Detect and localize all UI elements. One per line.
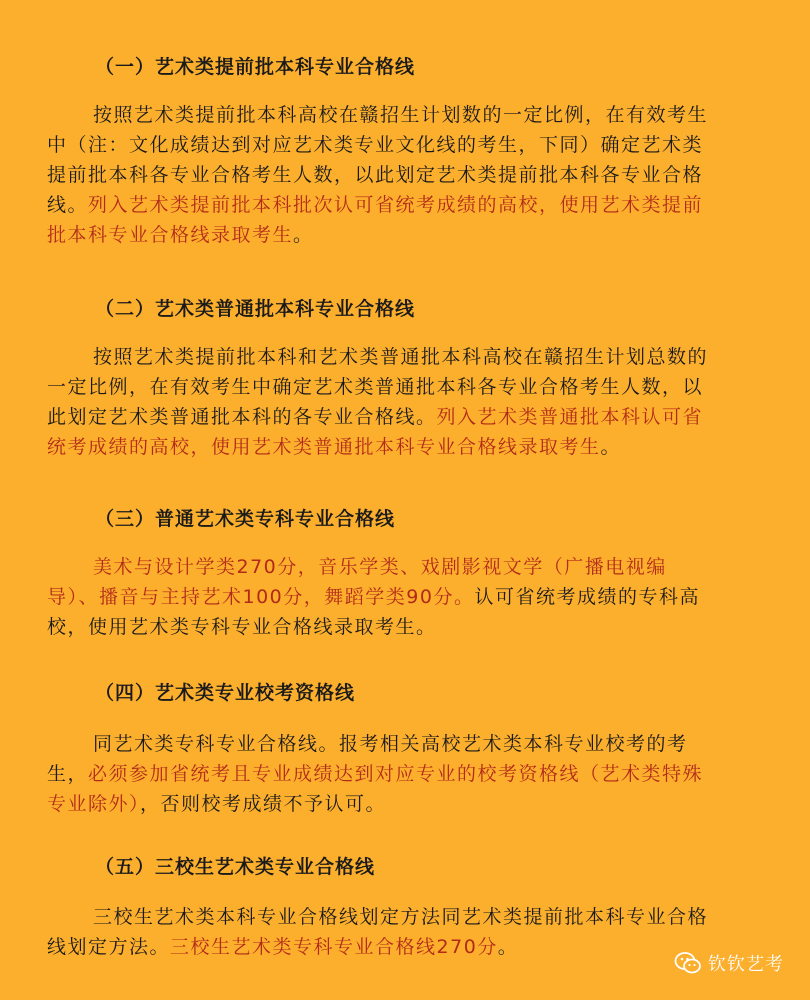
highlight-text: 必须参加省统考且专业成绩达到对应专业的校考资格线（艺术类特殊 [88,763,704,785]
highlight-text: 专业除外） [47,793,141,815]
section-4-paragraph [47,729,759,819]
paragraph-line [47,612,759,642]
text-span: 。 [600,436,622,458]
text-span: ，否则校考成绩不予认可。 [140,793,387,815]
text-span: 线。 [47,194,89,216]
paragraph-line [47,402,759,432]
paragraph-line [47,130,759,160]
highlight-text: 列入艺术类提前批本科批次认可省统考成绩的高校，使用艺术类提前 [88,194,704,216]
text-span: 认可省统考成绩的专科高 [474,586,700,608]
highlight-text: 美术与设计学类270分，音乐学类、戏剧影视文学（广播电视编 [93,556,667,578]
text-span: 按照艺术类提前批本科和艺术类普通批本科高校在赣招生计划总数的 [93,346,709,368]
text-span: 三校生艺术类本科专业合格线划定方法同艺术类提前批本科专业合格 [93,906,709,928]
section-5-heading: （五）三校生艺术类专业合格线 [95,856,376,878]
paragraph-line [47,902,759,932]
highlight-text: 列入艺术类普通批本科认可省 [436,406,704,428]
text-span: 提前批本科各专业合格考生人数，以此划定艺术类提前批本科各专业合格 [47,164,704,186]
section-3-heading: （三）普通艺术类专科专业合格线 [95,508,396,530]
section-1-heading: （一）艺术类提前批本科专业合格线 [95,56,416,78]
paragraph-line [47,759,759,789]
paragraph-line [47,342,759,372]
paragraph-line [47,932,759,962]
text-span: 。 [497,936,519,958]
paragraph-line [47,160,759,190]
highlight-text: 三校生艺术类专科专业合格线270分 [170,936,498,958]
wechat-icon [674,951,702,975]
section-1-paragraph [47,100,759,250]
paragraph-line [47,729,759,759]
text-span: 线划定方法。 [47,936,171,958]
text-span: 一定比例，在有效考生中确定艺术类普通批本科各专业合格考生人数，以 [47,376,704,398]
text-span: 同艺术类专科专业合格线。报考相关高校艺术类本科专业校考的考 [93,733,688,755]
section-5-paragraph [47,902,759,962]
section-2-paragraph [47,342,759,462]
paragraph-line [47,190,759,220]
text-span: 按照艺术类提前批本科高校在赣招生计划数的一定比例，在有效考生 [93,104,709,126]
paragraph-line [47,372,759,402]
watermark [674,950,784,976]
paragraph-line [47,220,759,250]
text-span: 生， [47,763,89,785]
paragraph-line [47,789,759,819]
section-4-heading: （四）艺术类专业校考资格线 [95,682,356,704]
text-span: 。 [293,224,314,246]
paragraph-line [47,582,759,612]
watermark-text: 钦钦艺考 [708,954,784,975]
highlight-text: 统考成绩的高校，使用艺术类普通批本科专业合格线录取考生 [47,436,601,458]
paragraph-line [47,432,759,462]
highlight-text: 导）、播音与主持艺术100分，舞蹈学类90分。 [47,586,475,608]
paragraph-line [47,100,759,130]
section-3-paragraph [47,552,759,642]
text-span: 此划定艺术类普通批本科的各专业合格线。 [47,406,437,428]
section-2-heading: （二）艺术类普通批本科专业合格线 [95,298,416,320]
text-span: 中（注：文化成绩达到对应艺术类专业文化线的考生，下同）确定艺术类 [47,134,704,156]
text-span: 校，使用艺术类专科专业合格线录取考生。 [47,616,437,638]
highlight-text: 批本科专业合格线录取考生 [47,224,294,246]
paragraph-line [47,552,759,582]
